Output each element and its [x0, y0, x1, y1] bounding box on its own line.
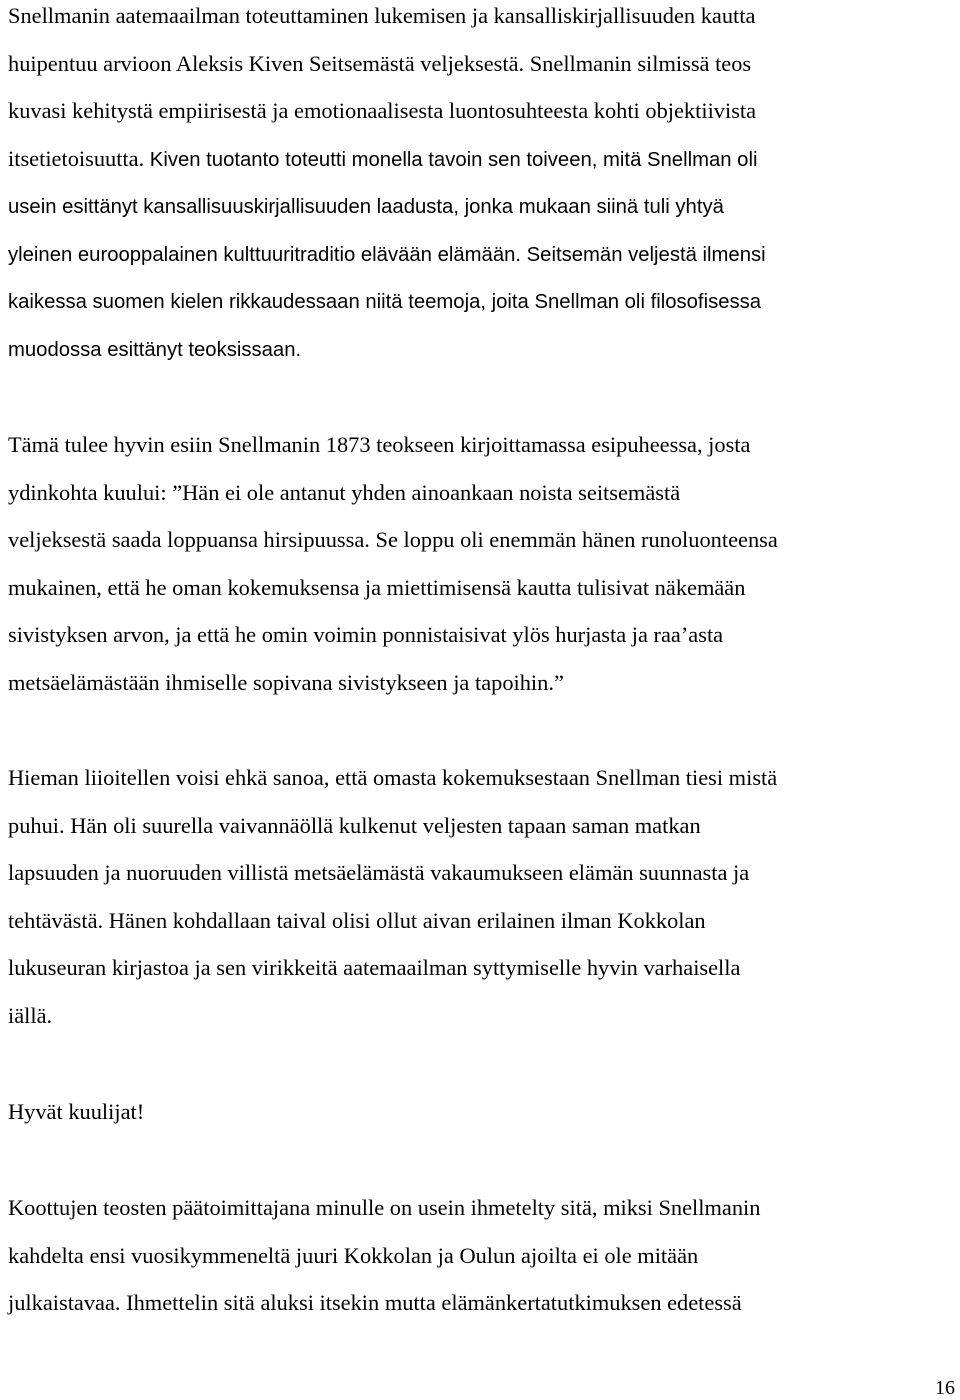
paragraph-5-line-3: julkaistavaa. Ihmettelin sitä aluksi itsekin mutta elämänkertatutkimuksen edetessä [8, 1290, 742, 1315]
paragraph-4 [8, 1088, 144, 1136]
paragraph-1-line-1: Snellmanin aatemaailman toteuttaminen lukemisen ja kansalliskirjallisuuden kautta [8, 3, 756, 28]
paragraph-3 [8, 754, 777, 1039]
paragraph-5-line-1: Koottujen teosten päätoimittajana minulle on usein ihmetelty sitä, miksi Snellmanin [8, 1195, 761, 1220]
paragraph-1-line-5: usein esittänyt kansallisuuskirjallisuuden laadusta, jonka mukaan siinä tuli yhtyä [8, 196, 724, 218]
paragraph-2-line-4: mukainen, että he oman kokemuksensa ja miettimisensä kautta tulisivat näkemään [8, 574, 746, 600]
paragraph-2-line-1: Tämä tulee hyvin esiin Snellmanin 1873 teokseen kirjoittamassa esipuheessa, josta [8, 432, 751, 457]
page-number: 16 [935, 1377, 955, 1399]
paragraph-1-line-2: huipentuu arvioon Aleksis Kiven Seitsemästä veljeksestä. Snellmanin silmissä teos [8, 50, 752, 76]
paragraph-5-line-2: kahdelta ensi vuosikymmeneltä juuri Kokkolan ja Oulun ajoilta ei ole mitään [8, 1242, 699, 1268]
paragraph-1 [8, 0, 766, 374]
paragraph-3-line-5: lukuseuran kirjastoa ja sen virikkeitä aatemaailman syttymiselle hyvin varhaisella [8, 955, 741, 980]
paragraph-4-line-1: Hyvät kuulijat! [8, 1099, 145, 1124]
paragraph-2 [8, 421, 778, 706]
paragraph-3-line-2: puhui. Hän oli suurella vaivannäöllä kulkenut veljesten tapaan saman matkan [8, 812, 701, 838]
paragraph-1-line-4-sans-part: Kiven tuotanto toteutti monella tavoin sen toiveen, mitä Snellman oli [149, 148, 758, 171]
paragraph-3-line-6: iällä. [8, 1002, 53, 1028]
paragraph-2-line-6: metsäelämästään ihmiselle sopivana sivistykseen ja tapoihin.” [8, 669, 564, 695]
paragraph-3-line-3: lapsuuden ja nuoruuden villistä metsäelämästä vakaumukseen elämän suunnasta ja [8, 860, 750, 885]
paragraph-2-line-5: sivistyksen arvon, ja että he omin voimin ponnistaisivat ylös hurjasta ja raa’asta [8, 622, 724, 647]
paragraph-2-line-2: ydinkohta kuului: ”Hän ei ole antanut yhden ainoankaan noista seitsemästä [8, 479, 681, 505]
paragraph-5 [8, 1184, 760, 1327]
paragraph-1-line-4-serif-part: itsetietoisuutta. [8, 145, 150, 171]
paragraph-3-line-4: tehtävästä. Hänen kohdallaan taival olisi ollut aivan erilainen ilman Kokkolan [8, 907, 706, 933]
paragraph-1-line-7: kaikessa suomen kielen rikkaudessaan niitä teemoja, joita Snellman oli filosofisessa [8, 291, 762, 313]
paragraph-1-line-6: yleinen eurooppalainen kulttuuritraditio elävään elämään. Seitsemän veljestä ilmensi [8, 243, 766, 266]
paragraph-1-line-8: muodossa esittänyt teoksissaan. [8, 338, 302, 361]
paragraph-3-line-1: Hieman liioitellen voisi ehkä sanoa, että omasta kokemuksestaan Snellman tiesi mistä [8, 765, 778, 790]
paragraph-1-line-3: kuvasi kehitystä empiirisestä ja emotionaalisesta luontosuhteesta kohti objektiivista [8, 98, 757, 123]
paragraph-1-line-4 [8, 135, 766, 185]
paragraph-2-line-3: veljeksestä saada loppuansa hirsipuussa. Se loppu oli enemmän hänen runoluonteensa [8, 527, 778, 552]
